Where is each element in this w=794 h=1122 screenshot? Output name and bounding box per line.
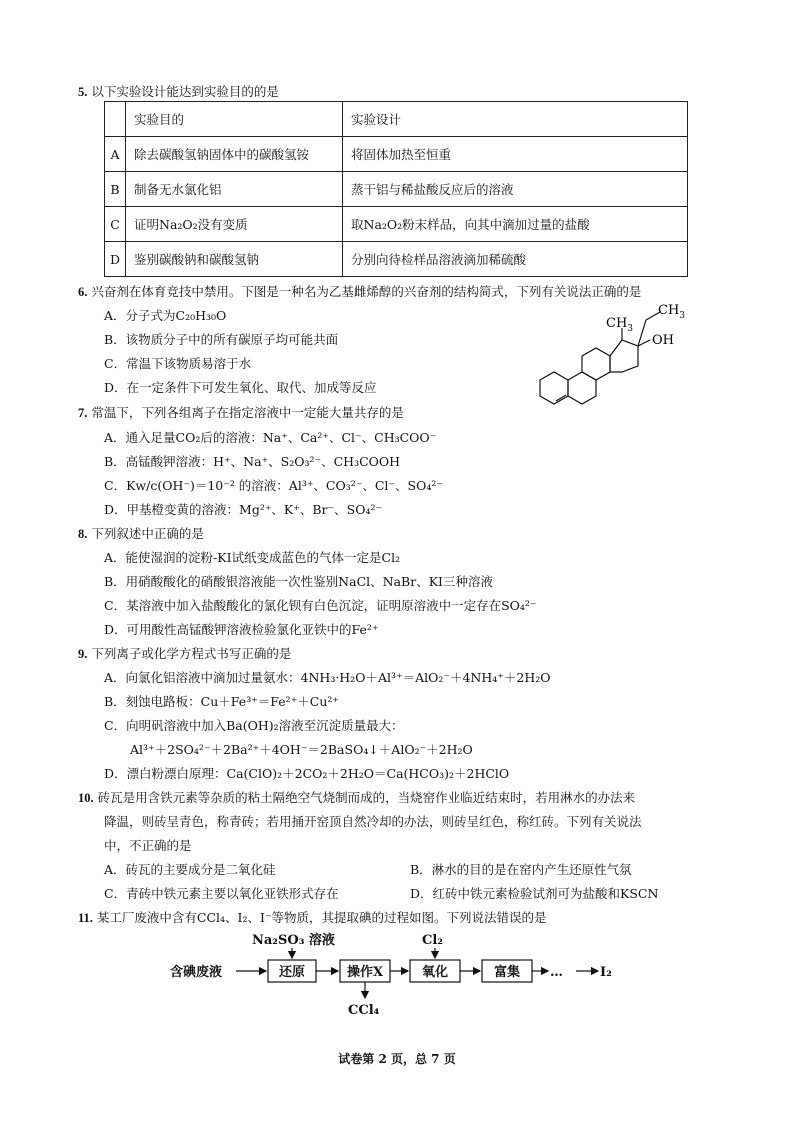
question-number: 6.: [78, 285, 88, 299]
page-footer: 试卷第 2 页，总 7 页: [338, 1052, 456, 1066]
question-5: [78, 82, 279, 100]
question-stem: 下列叙述中正确的是: [91, 526, 204, 541]
question-stem-line1: 砖瓦是用含铁元素等杂质的粘土隔绝空气烧制而成的，当烧窑作业临近结束时，若用淋水的办法来: [97, 790, 636, 805]
flow-input-cl2: Cl₂: [422, 933, 443, 948]
table-row: [105, 207, 688, 242]
option-a: A．向氯化铝溶液中滴加过量氨水：4NH₃·H₂O＋Al³⁺＝AlO₂⁻＋4NH₄⁺＋2H₂O: [104, 670, 551, 685]
option-c: C．Kw/c(OH⁻)＝10⁻² 的溶液：Al³⁺、CO₃²⁻、Cl⁻、SO₄²⁻: [104, 478, 443, 493]
methyl-label: $CH_3$: [606, 316, 634, 334]
row-label: B: [105, 172, 126, 207]
question-number: 8.: [78, 527, 88, 541]
table-header-design: 实验设计: [343, 102, 688, 137]
row-label: A: [105, 137, 126, 172]
option-a: A．通入足量CO₂后的溶液：Na⁺、Ca²⁺、Cl⁻、CH₃COO⁻: [104, 430, 437, 445]
row-label: C: [105, 207, 126, 242]
table-row: [105, 172, 688, 207]
ethyl-label: $CH_3$: [658, 303, 686, 321]
row-design: 将固体加热至恒重: [343, 137, 688, 172]
flow-dots: …: [550, 965, 563, 980]
question-number: 5.: [78, 85, 88, 99]
option-c-equation: Al³⁺＋2SO₄²⁻＋2Ba²⁺＋4OH⁻＝2BaSO₄↓＋AlO₂⁻＋2H₂O: [130, 742, 473, 757]
flow-input-na2so3: Na₂SO₃ 溶液: [252, 933, 335, 948]
experiment-table: [104, 101, 688, 277]
flow-label-operation-x: 操作X: [346, 965, 384, 980]
option-d: D．可用酸性高锰酸钾溶液检验氯化亚铁中的Fe²⁺: [104, 622, 379, 637]
flow-label-enrich: 富集: [493, 965, 521, 980]
flow-output-ccl4: CCl₄: [348, 1003, 380, 1018]
question-number: 11.: [78, 911, 93, 925]
option-d: D．红砖中铁元素检验试剂可为盐酸和KSCN: [410, 886, 659, 901]
option-a: A．分子式为C₂₀H₃₀O: [104, 308, 227, 323]
flow-end: I₂: [600, 965, 612, 980]
option-b: B．用硝酸酸化的硝酸银溶液能一次性鉴别NaCl、NaBr、KI三种溶液: [104, 574, 493, 589]
row-design: 取Na₂O₂粉末样品，向其中滴加过量的盐酸: [343, 207, 688, 242]
question-8: [78, 524, 204, 542]
table-row: [105, 137, 688, 172]
iodine-flowchart: [170, 930, 630, 1020]
option-c: C．某溶液中加入盐酸酸化的氯化钡有白色沉淀，证明原溶液中一定存在SO₄²⁻: [104, 598, 537, 613]
option-c: C．青砖中铁元素主要以氧化亚铁形式存在: [104, 886, 339, 901]
question-stem-line2: 降温，则砖呈青色，称青砖；若用捅开窑顶自然冷却的办法，则砖呈红色，称红砖。下列有关说法: [104, 814, 642, 829]
question-number: 9.: [78, 647, 88, 661]
table-row: [105, 242, 688, 277]
option-d: D．甲基橙变黄的溶液：Mg²⁺、K⁺、Br⁻、SO₄²⁻: [104, 502, 383, 517]
question-6: [78, 282, 641, 300]
question-number: 10.: [78, 791, 94, 805]
option-a: A．砖瓦的主要成分是二氧化硅: [104, 862, 276, 877]
question-stem: 常温下，下列各组离子在指定溶液中一定能大量共存的是: [91, 405, 404, 420]
table-header-row: [105, 102, 688, 137]
row-aim: 鉴别碳酸钠和碳酸氢钠: [126, 242, 343, 277]
option-b: B．刻蚀电路板：Cu＋Fe³⁺＝Fe²⁺＋Cu²⁺: [104, 694, 340, 709]
row-aim: 制备无水氯化铝: [126, 172, 343, 207]
hydroxyl-label: OH: [652, 333, 674, 348]
option-c: C．向明矾溶液中加入Ba(OH)₂溶液至沉淀质量最大：: [104, 718, 404, 733]
question-number: 7.: [78, 406, 88, 420]
row-label: D: [105, 242, 126, 277]
row-aim: 证明Na₂O₂没有变质: [126, 207, 343, 242]
question-7: [78, 403, 404, 421]
flow-label-oxidize: 氧化: [421, 965, 449, 980]
flow-start: 含碘废液: [170, 965, 223, 980]
option-a: A．能使湿润的淀粉-KI试纸变成蓝色的气体一定是Cl₂: [104, 550, 401, 565]
row-design: 蒸干铝与稀盐酸反应后的溶液: [343, 172, 688, 207]
table-header-aim: 实验目的: [126, 102, 343, 137]
question-stem: 某工厂废液中含有CCl₄、I₂、I⁻等物质，其提取碘的过程如图。下列说法错误的是: [96, 910, 547, 925]
question-10: [78, 788, 635, 806]
question-stem: 兴奋剂在体育竞技中禁用。下图是一种名为乙基雌烯醇的兴奋剂的结构简式，下列有关说法正确的是: [91, 284, 642, 299]
option-d: D．在一定条件下可发生氧化、取代、加成等反应: [104, 380, 377, 395]
option-b: B．淋水的目的是在窑内产生还原性气氛: [410, 862, 632, 877]
option-c: C．常温下该物质易溶于水: [104, 356, 252, 371]
row-design: 分别向待检样品溶液滴加稀硫酸: [343, 242, 688, 277]
molecule-structure: [530, 300, 700, 412]
option-b: B．高锰酸钾溶液：H⁺、Na⁺、S₂O₃²⁻、CH₃COOH: [104, 454, 401, 469]
question-stem: 下列离子或化学方程式书写正确的是: [91, 646, 292, 661]
flow-label-reduce: 还原: [278, 965, 306, 980]
question-stem-line3: 中，不正确的是: [104, 838, 192, 853]
question-11: [78, 908, 547, 926]
option-d: D．漂白粉漂白原理：Ca(ClO)₂＋2CO₂＋2H₂O＝Ca(HCO₃)₂＋2HClO: [104, 766, 510, 781]
row-aim: 除去碳酸氢钠固体中的碳酸氢铵: [126, 137, 343, 172]
question-9: [78, 644, 291, 662]
question-stem: 以下实验设计能达到实验目的的是: [91, 84, 279, 99]
option-b: B．该物质分子中的所有碳原子均可能共面: [104, 332, 339, 347]
